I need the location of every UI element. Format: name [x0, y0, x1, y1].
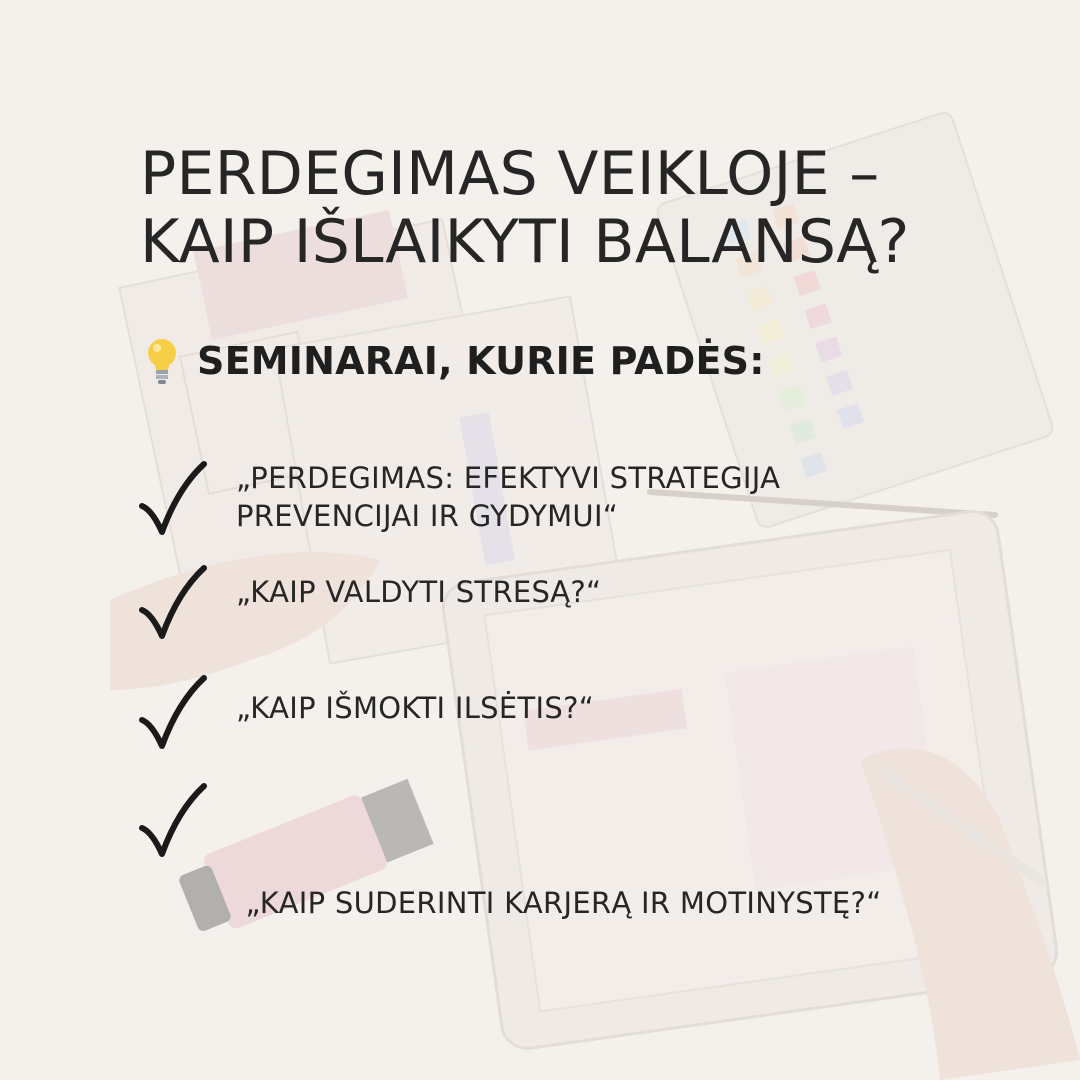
title-line-1: PERDEGIMAS VEIKLOJE – — [140, 139, 880, 209]
checkmark-icon — [138, 672, 210, 754]
light-bulb-icon — [143, 336, 181, 386]
subheading-text: SEMINARAI, KURIE PADĖS: — [197, 339, 765, 383]
checkmark-icon — [138, 780, 210, 862]
seminar-title-line: „KAIP VALDYTI STRESĄ?“ — [236, 575, 602, 609]
seminar-item — [236, 808, 1036, 998]
checkmark-icon — [138, 458, 210, 540]
seminar-title-line: PREVENCIJAI IR GYDYMUI“ — [236, 499, 619, 533]
subheading — [143, 336, 765, 386]
title-line-2: KAIP IŠLAIKYTI BALANSĄ? — [140, 207, 910, 277]
seminar-item — [236, 459, 1036, 535]
checkmark-icon — [138, 562, 210, 644]
seminar-title-line: „KAIP SUDERINTI KARJERĄ IR MOTINYSTĘ?“ — [236, 886, 882, 920]
page-title — [140, 140, 1040, 276]
seminar-item — [236, 689, 1036, 727]
seminar-title-line: „PERDEGIMAS: EFEKTYVI STRATEGIJA — [236, 461, 781, 495]
seminar-title-line: „KAIP IŠMOKTI ILSĖTIS?“ — [236, 691, 595, 725]
seminar-item — [236, 573, 1036, 611]
